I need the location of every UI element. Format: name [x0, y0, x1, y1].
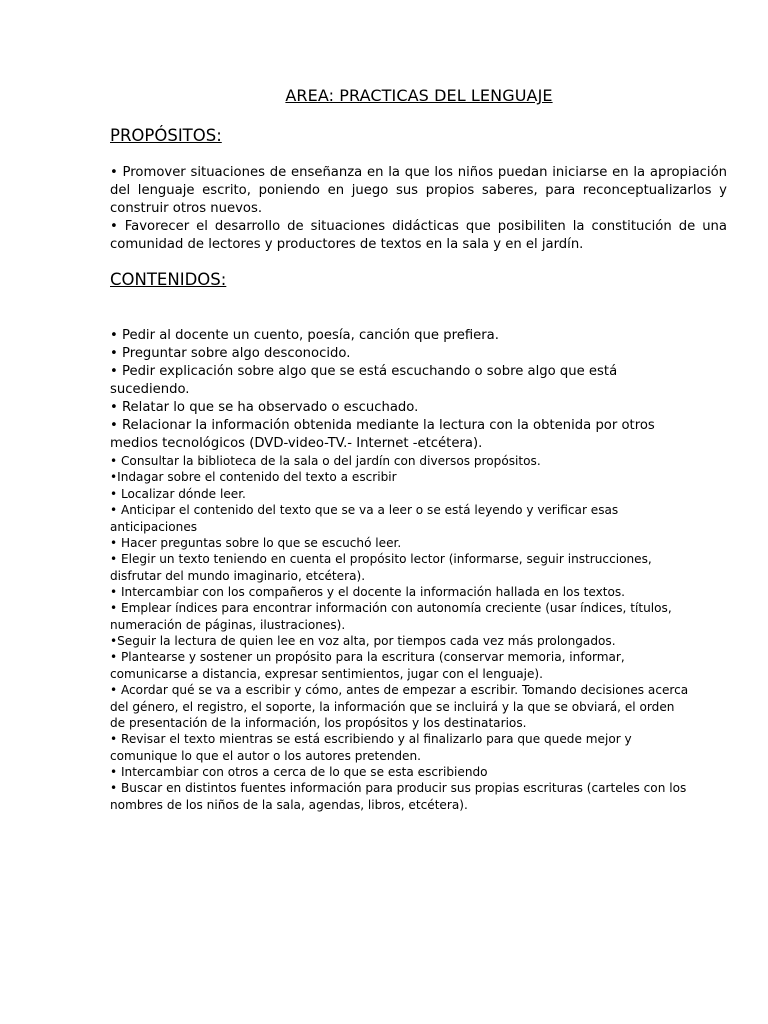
contenido-item: • Elegir un texto teniendo en cuenta el propósito lector (informarse, seguir instrucciones, disfrutar del mundo imaginario, etcétera).: [110, 552, 652, 583]
contenido-item: • Anticipar el contenido del texto que se va a leer o se está leyendo y verificar esas anticipaciones: [110, 503, 619, 534]
contenido-item: • Consultar la biblioteca de la sala o del jardín con diversos propósitos.: [110, 454, 541, 468]
contenido-item: • Relacionar la información obtenida mediante la lectura con la obtenida por otros medios tecnológicos (DVD-video-TV.- Internet -etcétera).: [110, 418, 655, 451]
contenido-item: • Emplear índices para encontrar información con autonomía creciente (usar índices, títulos, numeración de páginas, ilustraciones).: [110, 601, 672, 632]
proposito-item: • Favorecer el desarrollo de situaciones didácticas que posibiliten la constitución de una comunidad de lectores y productores de textos en la sala y en el jardín.: [110, 219, 727, 252]
contenido-item: • Revisar el texto mientras se está escribiendo y al finalizarlo para que quede mejor y comunique lo que el autor o los autores pretenden.: [110, 732, 632, 763]
contenido-item: • Plantearse y sostener un propósito para la escritura (conservar memoria, informar, comunicarse a distancia, expresar sentimientos, jugar con el lenguaje).: [110, 650, 625, 681]
contenido-item: • Localizar dónde leer.: [110, 487, 246, 501]
contenidos-heading: CONTENIDOS:: [110, 270, 227, 289]
contenido-item: • Relatar lo que se ha observado o escuchado.: [110, 400, 419, 415]
contenido-item: •Seguir la lectura de quien lee en voz alta, por tiempos cada vez más prolongados.: [110, 634, 616, 648]
proposito-item: • Promover situaciones de enseñanza en la que los niños puedan iniciarse en la apropiación del lenguaje escrito, poniendo en juego sus propios saberes, para reconceptualizarlos y construir otros nuevos.: [110, 165, 727, 216]
propositos-section: [110, 164, 727, 254]
contenido-item: • Intercambiar con los compañeros y el docente la información hallada en los textos.: [110, 585, 626, 599]
page-title: AREA: PRACTICAS DEL LENGUAJE: [285, 86, 553, 105]
contenido-item: • Hacer preguntas sobre lo que se escuchó leer.: [110, 536, 402, 550]
contenido-item: • Buscar en distintos fuentes información para producir sus propias escrituras (carteles con los nombres de los niños de la sala, agendas, libros, etcétera).: [110, 781, 687, 812]
contenido-item: • Preguntar sobre algo desconocido.: [110, 346, 351, 361]
contenido-item: • Pedir al docente un cuento, poesía, canción que prefiera.: [110, 328, 499, 343]
contenido-item: •Indagar sobre el contenido del texto a escribir: [110, 470, 397, 484]
contenido-item: • Pedir explicación sobre algo que se está escuchando o sobre algo que está sucediendo.: [110, 364, 618, 397]
propositos-heading: PROPÓSITOS:: [110, 126, 222, 145]
contenido-item: • Acordar qué se va a escribir y cómo, antes de empezar a escribir. Tomando decisiones acerca del género, el registro, el soporte, la información que se incluirá y la que se obviará, el orden de presentación de la información, los propósitos y los destinatarios.: [110, 683, 689, 730]
contenido-item: • Intercambiar con otros a cerca de lo que se esta escribiendo: [110, 765, 488, 779]
